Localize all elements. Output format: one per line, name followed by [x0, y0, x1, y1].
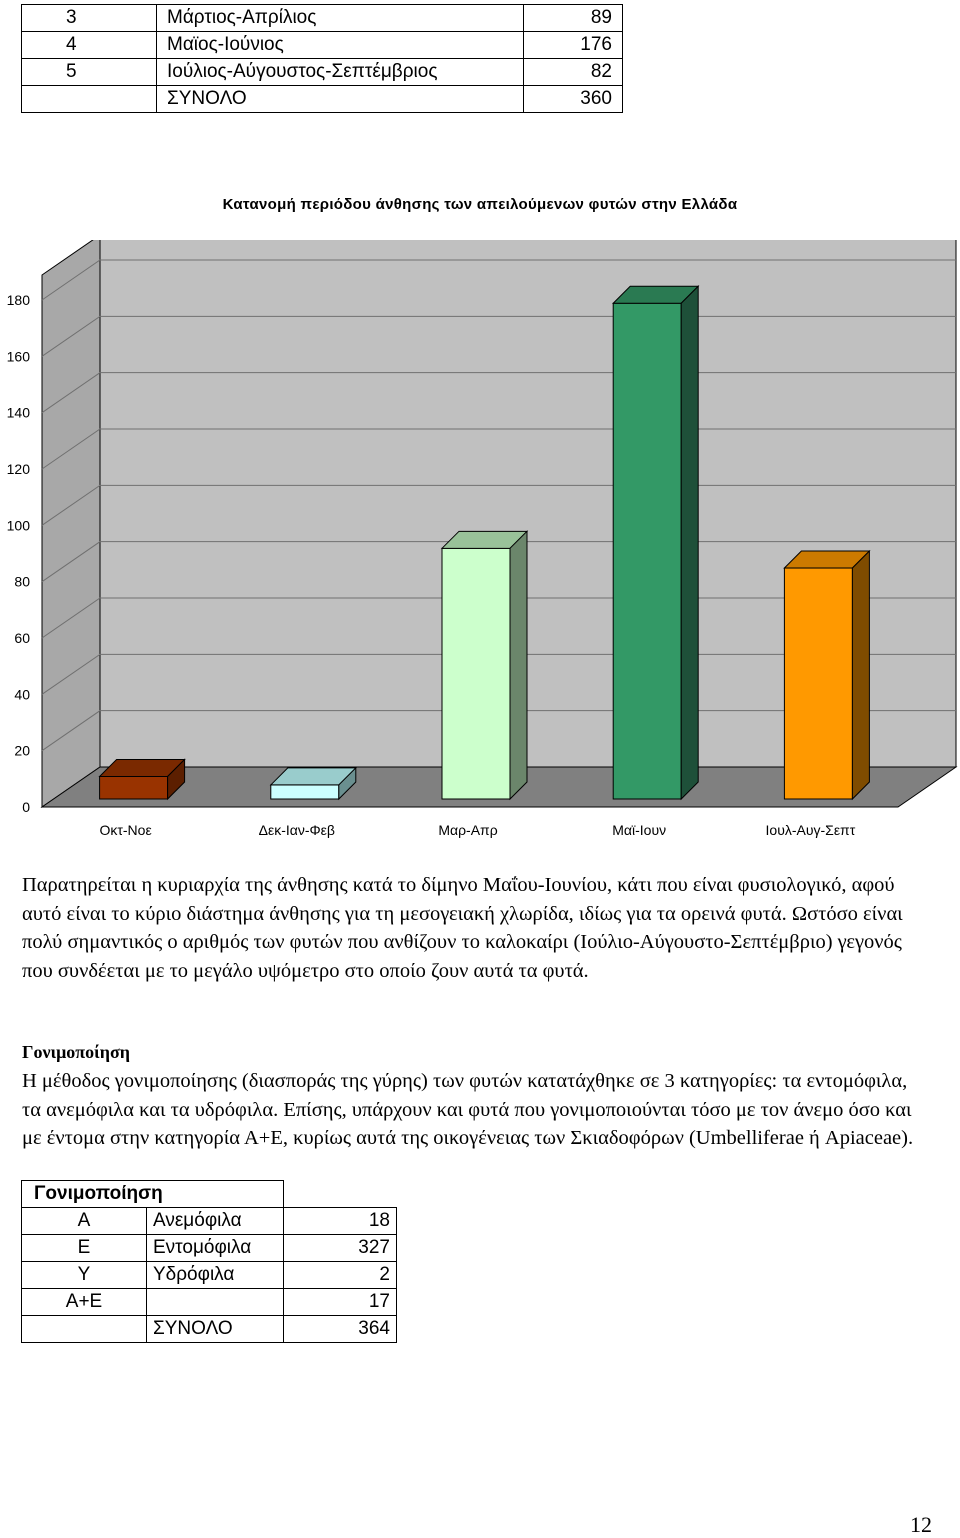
- bar-front: [442, 548, 510, 799]
- bar-front: [100, 776, 168, 799]
- bar-side: [510, 531, 527, 799]
- x-tick-label: Μαρ-Απρ: [438, 822, 498, 838]
- section-heading: Γονιμοποίηση: [22, 1042, 130, 1062]
- y-tick-label: 140: [6, 404, 30, 421]
- table-row: [22, 1208, 397, 1235]
- value-cell: 89: [524, 5, 623, 32]
- value-cell: 82: [524, 59, 623, 86]
- bar-side: [852, 551, 869, 799]
- value-cell: 176: [524, 32, 623, 59]
- row-number: 5: [22, 59, 157, 86]
- table-row: [22, 1262, 397, 1289]
- table-row: [22, 1235, 397, 1262]
- empty-cell: [284, 1181, 397, 1208]
- code-cell: [22, 1316, 147, 1343]
- x-tick-label: Μαϊ-Ιουν: [612, 822, 667, 838]
- page-number: 12: [910, 1512, 932, 1537]
- y-tick-label: 60: [14, 630, 30, 646]
- period-cell: Μαϊος-Ιούνιος: [157, 32, 524, 59]
- code-cell: Ε: [22, 1235, 147, 1262]
- period-cell: Μάρτιος-Απρίλιος: [157, 5, 524, 32]
- code-cell: Α: [22, 1208, 147, 1235]
- row-number: 3: [22, 5, 157, 32]
- name-cell: Υδρόφιλα: [147, 1262, 284, 1289]
- table-header: Γονιμοποίηση: [22, 1181, 284, 1208]
- value-cell: 360: [524, 86, 623, 113]
- table-total-row: [22, 86, 623, 113]
- table-row: [22, 59, 623, 86]
- x-tick-label: Δεκ-Ιαν-Φεβ: [258, 822, 335, 838]
- value-cell: 364: [284, 1316, 397, 1343]
- period-cell: ΣΥΝΟΛΟ: [157, 86, 524, 113]
- value-cell: 2: [284, 1262, 397, 1289]
- name-cell: ΣΥΝΟΛΟ: [147, 1316, 284, 1343]
- flowering-bar-chart: [0, 240, 960, 840]
- chart-side-wall: [42, 240, 100, 807]
- y-tick-label: 0: [22, 799, 30, 815]
- chart-title: Κατανομή περιόδου άνθησης των απειλούμενων φυτών στην Ελλάδα: [222, 196, 738, 213]
- row-number: 4: [22, 32, 157, 59]
- value-cell: 327: [284, 1235, 397, 1262]
- table-row: [22, 1289, 397, 1316]
- name-cell: Εντομόφιλα: [147, 1235, 284, 1262]
- flowering-paragraph: Παρατηρείται η κυριαρχία της άνθησης κατά το δίμηνο Μαΐου-Ιουνίου, κάτι που είναι φυσιολογικό, αφού αυτό είναι το κύριο διάστημα άνθησης για τη μεσογειακή χλωρίδα, ιδίως για τα ορεινά φυτά. Ωστόσο είναι πολύ σημαντικός ο αριθμός των φυτών που ανθίζουν το καλοκαίρι (Ιούλιο-Αύγουστο-Σεπτέμβριο) γεγονός που συνδέεται με το μεγάλο υψόμετρο στο οποίο ζουν αυτά τα φυτά.: [22, 874, 903, 982]
- period-cell: Ιούλιος-Αύγουστος-Σεπτέμβριος: [157, 59, 524, 86]
- y-tick-label: 40: [14, 686, 30, 703]
- code-cell: Υ: [22, 1262, 147, 1289]
- table-header-row: [22, 1181, 397, 1208]
- y-tick-label: 180: [6, 292, 30, 308]
- x-tick-label: Ιουλ-Αυγ-Σεπτ: [765, 822, 856, 838]
- flowering-period-table: [21, 4, 623, 113]
- name-cell: [147, 1289, 284, 1316]
- code-cell: Α+Ε: [22, 1289, 147, 1316]
- bar-front: [613, 303, 681, 799]
- table-row: [22, 5, 623, 32]
- row-number: [22, 86, 157, 113]
- bar-front: [784, 568, 852, 799]
- value-cell: 18: [284, 1208, 397, 1235]
- x-tick-label: Οκτ-Νοε: [99, 822, 152, 838]
- value-cell: 17: [284, 1289, 397, 1316]
- y-tick-label: 80: [14, 573, 30, 590]
- pollination-table: [21, 1180, 397, 1343]
- name-cell: Ανεμόφιλα: [147, 1208, 284, 1235]
- bar-side: [681, 286, 698, 799]
- y-tick-label: 160: [6, 348, 30, 365]
- y-tick-label: 120: [6, 461, 30, 477]
- table-row: [22, 32, 623, 59]
- pollination-paragraph: Η μέθοδος γονιμοποίησης (διασποράς της γύρης) των φυτών κατατάχθηκε σε 3 κατηγορίες: τα εντομόφιλα, τα ανεμόφιλα και τα υδρόφιλα. Επίσης, υπάρχουν και φυτά που γονιμοποιούνται τόσο με τον άνεμο όσο και με έντομα στην κατηγορία Α+Ε, κυρίως αυτά της οικογένειας των Σκιαδοφόρων (Umbelliferae ή Apiaceae).: [22, 1070, 914, 1150]
- bar-front: [271, 785, 339, 799]
- y-tick-label: 20: [14, 742, 30, 759]
- y-tick-label: 100: [6, 517, 30, 534]
- table-total-row: [22, 1316, 397, 1343]
